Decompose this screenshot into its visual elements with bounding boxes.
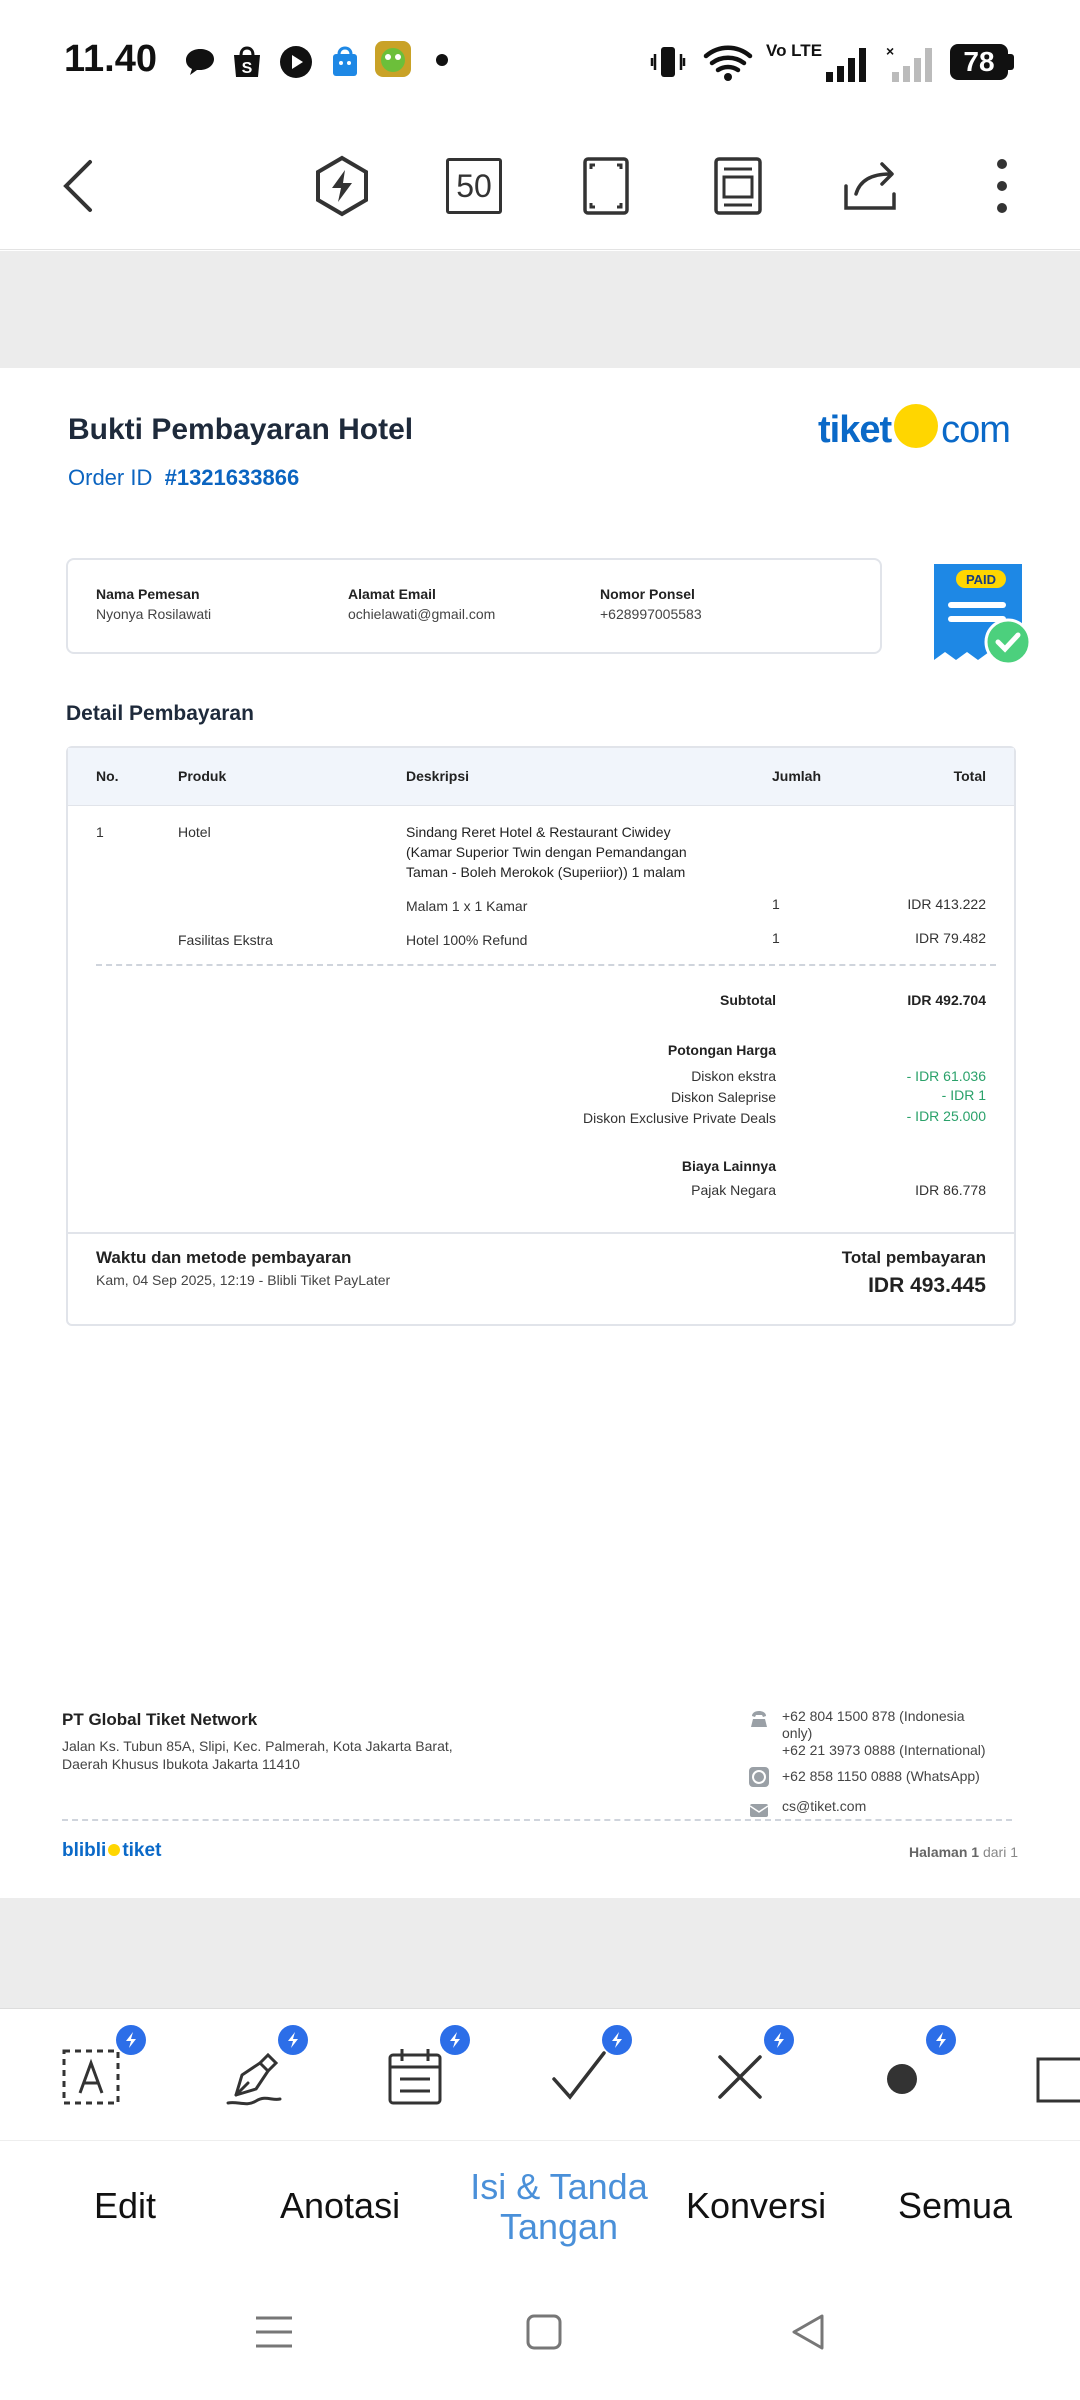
chevron-left-icon bbox=[56, 156, 100, 216]
order-id-row bbox=[68, 465, 299, 491]
bottom-tab-bar bbox=[0, 2140, 1080, 2270]
company-name: PT Global Tiket Network bbox=[62, 1710, 258, 1729]
phone-label: Nomor Ponsel bbox=[600, 586, 695, 602]
premium-badge bbox=[926, 2025, 956, 2055]
tab-all[interactable]: Semua bbox=[898, 2185, 1013, 2226]
discount-1-label: Diskon ekstra bbox=[691, 1068, 776, 1084]
back-button[interactable] bbox=[40, 148, 116, 224]
logo-text-left: tiket bbox=[818, 409, 892, 451]
phone-value: +628997005583 bbox=[600, 606, 702, 622]
share-button[interactable] bbox=[832, 148, 908, 224]
row2-product: Fasilitas Ekstra bbox=[178, 932, 273, 948]
dot-icon bbox=[870, 2045, 934, 2109]
fit-screen-icon bbox=[581, 155, 631, 217]
discount-2-label: Diskon Saleprise bbox=[670, 1089, 776, 1105]
play-app-icon bbox=[278, 44, 314, 80]
lightning-hexagon-icon bbox=[312, 154, 372, 218]
logo-text-right: com bbox=[941, 409, 1010, 451]
zoom-button[interactable] bbox=[436, 148, 512, 224]
volte-indicator: Vo LTE bbox=[766, 41, 823, 60]
svg-text:S: S bbox=[241, 60, 253, 77]
blibli-bag-icon bbox=[328, 44, 362, 80]
system-back-button[interactable] bbox=[786, 2310, 830, 2354]
lightning-icon bbox=[447, 2031, 463, 2049]
viewer-background-bottom bbox=[0, 1898, 1080, 2008]
vibrate-icon bbox=[650, 44, 686, 82]
tab-fill-sign[interactable]: Isi & Tanda Tangan bbox=[470, 2166, 648, 2247]
signal-no-service-icon bbox=[884, 44, 936, 84]
signature-tool[interactable] bbox=[222, 2045, 286, 2109]
status-bar bbox=[0, 0, 1080, 120]
system-navigation-bar bbox=[0, 2270, 1080, 2400]
other-fees-title: Biaya Lainnya bbox=[681, 1158, 776, 1174]
premium-badge bbox=[602, 2025, 632, 2055]
row1-product: Hotel bbox=[178, 824, 211, 840]
page-layout-icon bbox=[712, 155, 764, 217]
page-number: 1 bbox=[971, 1844, 980, 1860]
subtotal-label: Subtotal bbox=[720, 992, 776, 1008]
battery-tip bbox=[1008, 54, 1014, 70]
pen-nib-icon bbox=[222, 2045, 286, 2109]
brand-right: tiket bbox=[122, 1840, 162, 1861]
phone-indonesia-line1: +62 804 1500 878 (Indonesia bbox=[782, 1708, 965, 1724]
battery-level: 78 bbox=[963, 46, 995, 77]
share-icon bbox=[838, 156, 902, 216]
signal-strength-icon bbox=[824, 44, 872, 84]
close-icon bbox=[708, 2045, 772, 2109]
discount-1-value: - IDR 61.036 bbox=[906, 1068, 986, 1084]
zoom-level: 50 bbox=[446, 158, 502, 214]
tiket-com-logo bbox=[818, 404, 1010, 452]
payment-table bbox=[66, 746, 1016, 1326]
premium-badge bbox=[278, 2025, 308, 2055]
name-value: Nyonya Rosilawati bbox=[96, 606, 212, 622]
row1-detail: Malam 1 x 1 Kamar bbox=[406, 898, 528, 914]
dot-tool[interactable] bbox=[870, 2045, 934, 2109]
checkmark-tool[interactable] bbox=[546, 2045, 610, 2109]
total-payment-label: Total pembayaran bbox=[841, 1248, 986, 1267]
fit-page-button[interactable] bbox=[568, 148, 644, 224]
brand-left: blibli bbox=[62, 1840, 107, 1861]
rectangle-icon bbox=[1032, 2045, 1080, 2109]
game-app-icon bbox=[374, 40, 412, 78]
shopee-icon bbox=[230, 44, 264, 80]
payment-detail-title: Detail Pembayaran bbox=[66, 702, 254, 725]
discount-title: Potongan Harga bbox=[667, 1042, 776, 1058]
order-id-value: #1321633866 bbox=[164, 465, 300, 490]
header-no: No. bbox=[96, 768, 119, 784]
discount-3-value: - IDR 25.000 bbox=[906, 1108, 986, 1124]
row2-total: IDR 79.482 bbox=[915, 930, 986, 946]
name-label: Nama Pemesan bbox=[96, 586, 200, 602]
calendar-icon bbox=[384, 2045, 448, 2109]
home-button[interactable] bbox=[522, 2310, 566, 2354]
phone-international: +62 21 3973 0888 (International) bbox=[782, 1742, 986, 1758]
table-footer-divider bbox=[68, 1232, 1014, 1234]
tab-annotate[interactable]: Anotasi bbox=[280, 2185, 401, 2226]
brand-dot bbox=[108, 1844, 120, 1856]
email-label: Alamat Email bbox=[348, 586, 436, 602]
status-time: 11.40 bbox=[64, 38, 157, 80]
phone-icon bbox=[748, 1708, 770, 1730]
row2-desc: Hotel 100% Refund bbox=[406, 932, 528, 948]
premium-badge bbox=[116, 2025, 146, 2055]
tax-label: Pajak Negara bbox=[691, 1182, 776, 1198]
footer-dashed-divider bbox=[62, 1819, 1012, 1821]
document-title: Bukti Pembayaran Hotel bbox=[68, 413, 414, 446]
row1-no: 1 bbox=[96, 824, 104, 840]
email-value: ochielawati@gmail.com bbox=[348, 606, 496, 622]
viewer-background-top bbox=[0, 251, 1080, 368]
discount-3-label: Diskon Exclusive Private Deals bbox=[583, 1110, 776, 1126]
logo-dot bbox=[894, 404, 938, 448]
email-icon bbox=[748, 1798, 770, 1820]
lightning-icon bbox=[123, 2031, 139, 2049]
lightning-icon bbox=[771, 2031, 787, 2049]
row1-desc-line1: Sindang Reret Hotel & Restaurant Ciwidey bbox=[406, 824, 671, 840]
lightning-icon bbox=[609, 2031, 625, 2049]
premium-badge bbox=[440, 2025, 470, 2055]
page-indicator bbox=[909, 1844, 1018, 1860]
triangle-back-icon bbox=[786, 2310, 830, 2354]
battery-indicator bbox=[950, 44, 1008, 80]
row1-total: IDR 413.222 bbox=[907, 896, 986, 912]
company-address-line2: Daerah Khusus Ibukota Jakarta 11410 bbox=[62, 1756, 300, 1772]
page-label: Halaman bbox=[909, 1844, 968, 1860]
text-field-tool[interactable] bbox=[60, 2045, 124, 2109]
svg-text:×: × bbox=[886, 44, 895, 59]
menu-lines-icon bbox=[252, 2310, 296, 2354]
more-vertical-icon bbox=[992, 154, 1012, 218]
header-total: Total bbox=[953, 768, 986, 784]
payment-method-detail: Kam, 04 Sep 2025, 12:19 - Blibli Tiket PayLater bbox=[96, 1272, 391, 1288]
header-product: Produk bbox=[178, 768, 227, 784]
paid-label: PAID bbox=[965, 572, 997, 587]
dashed-divider bbox=[96, 964, 996, 966]
support-email: cs@tiket.com bbox=[782, 1798, 867, 1814]
paid-receipt-icon bbox=[930, 560, 1036, 670]
tax-value: IDR 86.778 bbox=[915, 1182, 986, 1198]
table-header bbox=[68, 748, 1014, 806]
chat-notification-icon bbox=[182, 44, 218, 80]
subtotal-value: IDR 492.704 bbox=[907, 992, 986, 1008]
date-tool[interactable] bbox=[384, 2045, 448, 2109]
order-id-label: Order ID bbox=[68, 465, 153, 490]
wifi-icon bbox=[702, 44, 754, 84]
lightning-icon bbox=[933, 2031, 949, 2049]
tab-edit[interactable]: Edit bbox=[94, 2185, 157, 2226]
page-total: dari 1 bbox=[982, 1844, 1018, 1860]
rectangle-tool[interactable] bbox=[1032, 2045, 1080, 2109]
checkmark-icon bbox=[546, 2045, 610, 2109]
blibli-tiket-logo bbox=[62, 1840, 161, 1862]
text-box-icon bbox=[60, 2045, 124, 2109]
customer-info-box bbox=[66, 558, 882, 654]
row1-qty: 1 bbox=[772, 896, 780, 912]
tab-convert[interactable]: Konversi bbox=[686, 2185, 827, 2226]
fill-sign-tools bbox=[0, 2008, 1080, 2140]
whatsapp-icon bbox=[748, 1766, 770, 1788]
ai-tools-button[interactable] bbox=[304, 148, 380, 224]
row1-desc-line2: (Kamar Superior Twin dengan Pemandangan bbox=[406, 844, 687, 860]
more-options-button[interactable] bbox=[964, 148, 1040, 224]
home-square-icon bbox=[522, 2310, 566, 2354]
total-payment-value: IDR 493.445 bbox=[868, 1274, 986, 1297]
company-address-line1: Jalan Ks. Tubun 85A, Slipi, Kec. Palmerah, Kota Jakarta Barat, bbox=[62, 1738, 453, 1754]
recent-apps-button[interactable] bbox=[252, 2310, 296, 2354]
phone-whatsapp: +62 858 1150 0888 (WhatsApp) bbox=[782, 1768, 980, 1784]
payment-method-title: Waktu dan metode pembayaran bbox=[96, 1248, 352, 1267]
lightning-icon bbox=[285, 2031, 301, 2049]
pdf-page bbox=[0, 368, 1080, 1898]
phone-indonesia-line2: only) bbox=[782, 1725, 813, 1741]
cross-tool[interactable] bbox=[708, 2045, 772, 2109]
header-quantity: Jumlah bbox=[772, 768, 822, 784]
document-toolbar bbox=[0, 120, 1080, 250]
row2-qty: 1 bbox=[772, 930, 780, 946]
discount-2-value: - IDR 1 bbox=[941, 1087, 986, 1103]
header-description: Deskripsi bbox=[406, 768, 470, 784]
premium-badge bbox=[764, 2025, 794, 2055]
page-view-button[interactable] bbox=[700, 148, 776, 224]
more-notifications-dot bbox=[436, 54, 448, 66]
row1-desc-line3: Taman - Boleh Merokok (Superiior)) 1 malam bbox=[406, 864, 686, 880]
